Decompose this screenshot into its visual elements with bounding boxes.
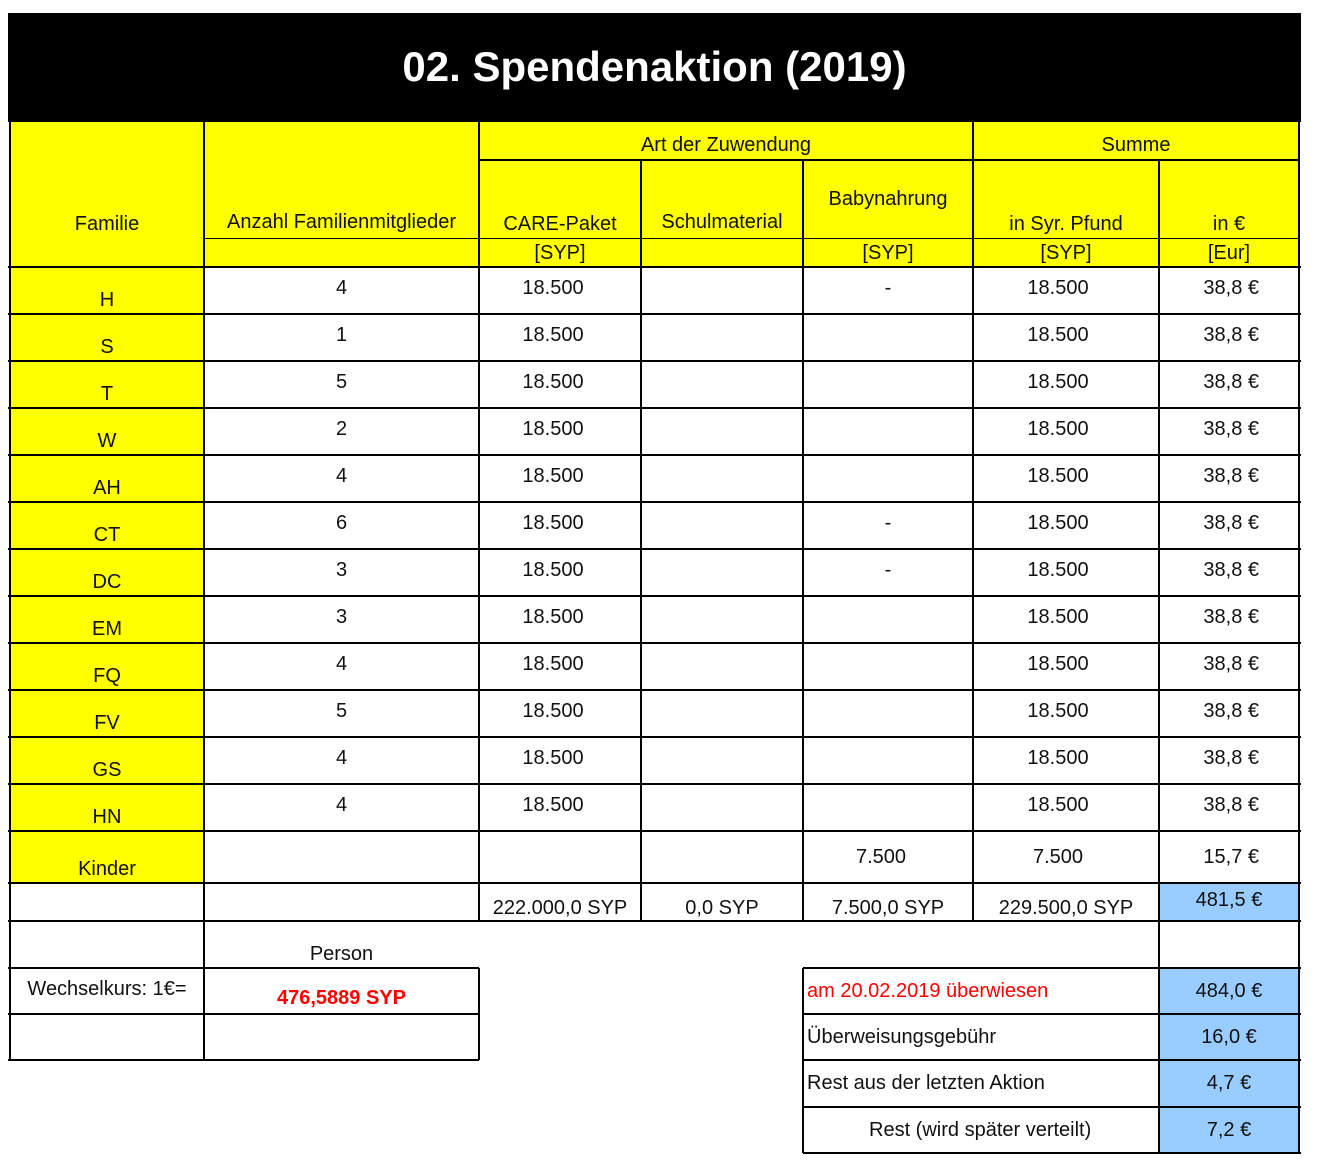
exchange-value: 476,5889 SYP <box>277 986 406 1009</box>
grid-line <box>803 1013 1301 1015</box>
header-summe: Summe <box>1101 134 1171 156</box>
grid-line <box>972 121 974 921</box>
row-syp: 18.500 <box>1027 699 1089 722</box>
grid-line <box>8 595 1301 597</box>
total-baby: 7.500,0 SYP <box>831 897 945 919</box>
grid-line <box>8 454 1301 456</box>
grid-line <box>8 120 1301 122</box>
exchange-label: Wechselkurs: 1€= <box>27 977 187 1000</box>
row-familie: HN <box>10 784 204 831</box>
row-schul <box>641 455 803 502</box>
row-familie: S <box>10 314 204 361</box>
row-care: 18.500 <box>522 417 584 440</box>
row-syp: 18.500 <box>1027 793 1089 816</box>
grid-line <box>803 1106 1301 1108</box>
grid-line <box>8 548 1301 550</box>
header-syr: in Syr. Pfund <box>1009 213 1123 235</box>
row-care: 18.500 <box>522 558 584 581</box>
row-care: 18.500 <box>522 370 584 393</box>
row-syp: 18.500 <box>1027 323 1089 346</box>
summary-fee-value: 16,0 € <box>1159 1014 1299 1060</box>
row-care: 18.500 <box>522 511 584 534</box>
total-schul: 0,0 SYP <box>685 897 759 919</box>
row-schul <box>641 690 803 737</box>
row-anzahl: 3 <box>335 558 348 581</box>
row-anzahl: 4 <box>335 464 348 487</box>
grid-line <box>8 830 1301 832</box>
grid-line <box>8 266 1301 268</box>
row-care: 18.500 <box>522 323 584 346</box>
person-label: Person <box>309 943 374 965</box>
row-syp: 18.500 <box>1027 558 1089 581</box>
header-schul: Schulmaterial <box>661 211 783 233</box>
row-eur: 38,8 € <box>1203 511 1259 534</box>
row-baby <box>803 361 973 408</box>
summary-previous-label: Rest aus der letzten Aktion <box>807 1072 1045 1094</box>
row-eur: 38,8 € <box>1203 746 1259 769</box>
header-eur: in € <box>1212 213 1246 235</box>
row-schul <box>641 549 803 596</box>
row-anzahl: 3 <box>335 605 348 628</box>
summary-rest-label: Rest (wird später verteilt) <box>869 1118 1092 1141</box>
row-baby <box>803 314 973 361</box>
row-schul <box>641 267 803 314</box>
row-anzahl: 4 <box>335 652 348 675</box>
row-schul <box>641 361 803 408</box>
grid-line <box>803 967 1301 969</box>
grid-line <box>803 1152 1301 1154</box>
summary-transfer-value: 484,0 € <box>1159 968 1299 1014</box>
grid-line <box>9 121 11 1060</box>
row-schul <box>641 596 803 643</box>
row-anzahl: 4 <box>335 276 348 299</box>
grid-line <box>478 121 480 921</box>
row-schul <box>641 784 803 831</box>
grid-line <box>203 121 205 1060</box>
grid-line <box>204 238 1299 239</box>
row-syp: 18.500 <box>1027 276 1089 299</box>
row-schul <box>641 314 803 361</box>
unit-baby: [SYP] <box>862 241 914 264</box>
row-care: 18.500 <box>522 746 584 769</box>
grid-line <box>8 407 1301 409</box>
header-baby: Babynahrung <box>828 188 948 210</box>
grid-line <box>8 1013 479 1015</box>
grid-line <box>8 1059 479 1061</box>
total-care: 222.000,0 SYP <box>492 897 628 919</box>
grid-line <box>8 967 479 969</box>
header-familie: Familie <box>74 213 140 235</box>
row-anzahl: 4 <box>335 793 348 816</box>
row-familie: DC <box>10 549 204 596</box>
row-familie: T <box>10 361 204 408</box>
row-baby <box>803 690 973 737</box>
summary-transfer-label: am 20.02.2019 überwiesen <box>807 979 1049 1002</box>
summary-fee-label: Überweisungsgebühr <box>807 1025 997 1048</box>
grid-line <box>8 689 1301 691</box>
row-syp: 18.500 <box>1027 652 1089 675</box>
row-eur: 38,8 € <box>1203 417 1259 440</box>
row-eur: 38,8 € <box>1203 793 1259 816</box>
row-eur: 38,8 € <box>1203 464 1259 487</box>
grid-line <box>8 501 1301 503</box>
row-syp: 18.500 <box>1027 511 1089 534</box>
grid-line <box>8 882 1301 884</box>
grid-line <box>803 1059 1301 1061</box>
header-care: CARE-Paket <box>503 213 617 235</box>
row-syp: 18.500 <box>1027 417 1089 440</box>
row-care: 18.500 <box>522 793 584 816</box>
row-familie: GS <box>10 737 204 784</box>
row-familie: AH <box>10 455 204 502</box>
grid-line <box>8 313 1301 315</box>
row-baby: - <box>884 511 892 534</box>
row-baby: - <box>884 558 892 581</box>
row-anzahl: 5 <box>335 699 348 722</box>
grid-line <box>479 159 1299 161</box>
row-anzahl: 4 <box>335 746 348 769</box>
row-care: 18.500 <box>522 652 584 675</box>
row-eur: 38,8 € <box>1203 652 1259 675</box>
kinder-syp: 7.500 <box>1032 846 1084 868</box>
summary-previous-value: 4,7 € <box>1159 1060 1299 1107</box>
row-eur: 38,8 € <box>1203 605 1259 628</box>
row-eur: 38,8 € <box>1203 699 1259 722</box>
page-title: 02. Spendenaktion (2019) <box>8 13 1301 121</box>
kinder-label: Kinder <box>10 832 204 883</box>
row-schul <box>641 408 803 455</box>
row-baby <box>803 408 973 455</box>
row-baby <box>803 455 973 502</box>
kinder-baby: 7.500 <box>855 846 907 868</box>
grid-line <box>1158 160 1160 1153</box>
row-baby <box>803 596 973 643</box>
grid-line <box>8 642 1301 644</box>
row-familie: FQ <box>10 643 204 690</box>
grid-line <box>640 160 642 921</box>
grid-line <box>8 360 1301 362</box>
row-baby <box>803 643 973 690</box>
row-eur: 38,8 € <box>1203 276 1259 299</box>
grid-line <box>802 160 804 921</box>
header-art: Art der Zuwendung <box>640 134 812 156</box>
unit-care: [SYP] <box>534 241 586 264</box>
row-syp: 18.500 <box>1027 464 1089 487</box>
row-eur: 38,8 € <box>1203 370 1259 393</box>
row-care: 18.500 <box>522 276 584 299</box>
total-syp: 229.500,0 SYP <box>998 897 1134 919</box>
row-baby <box>803 737 973 784</box>
grid-line <box>478 968 480 1060</box>
row-anzahl: 6 <box>335 511 348 534</box>
row-schul <box>641 737 803 784</box>
row-anzahl: 2 <box>335 417 348 440</box>
row-familie: CT <box>10 502 204 549</box>
summary-rest-value: 7,2 € <box>1159 1107 1299 1153</box>
header-anzahl: Anzahl Familienmitglieder <box>227 211 456 233</box>
row-care: 18.500 <box>522 605 584 628</box>
row-care: 18.500 <box>522 699 584 722</box>
grid-line <box>8 736 1301 738</box>
row-syp: 18.500 <box>1027 605 1089 628</box>
grid-line <box>8 920 1301 922</box>
unit-syr: [SYP] <box>1040 241 1092 264</box>
row-eur: 38,8 € <box>1203 558 1259 581</box>
row-eur: 38,8 € <box>1203 323 1259 346</box>
row-syp: 18.500 <box>1027 370 1089 393</box>
unit-eur: [Eur] <box>1207 241 1251 264</box>
row-schul <box>641 502 803 549</box>
grid-line <box>8 783 1301 785</box>
row-baby <box>803 784 973 831</box>
kinder-eur: 15,7 € <box>1203 846 1259 868</box>
row-syp: 18.500 <box>1027 746 1089 769</box>
row-familie: W <box>10 408 204 455</box>
row-anzahl: 5 <box>335 370 348 393</box>
row-familie: H <box>10 267 204 314</box>
row-care: 18.500 <box>522 464 584 487</box>
row-familie: FV <box>10 690 204 737</box>
row-anzahl: 1 <box>335 323 348 346</box>
grid-line <box>1298 121 1300 1153</box>
total-eur: 481,5 € <box>1159 883 1299 921</box>
row-schul <box>641 643 803 690</box>
row-familie: EM <box>10 596 204 643</box>
row-baby: - <box>884 276 892 299</box>
grid-line <box>802 968 804 1153</box>
